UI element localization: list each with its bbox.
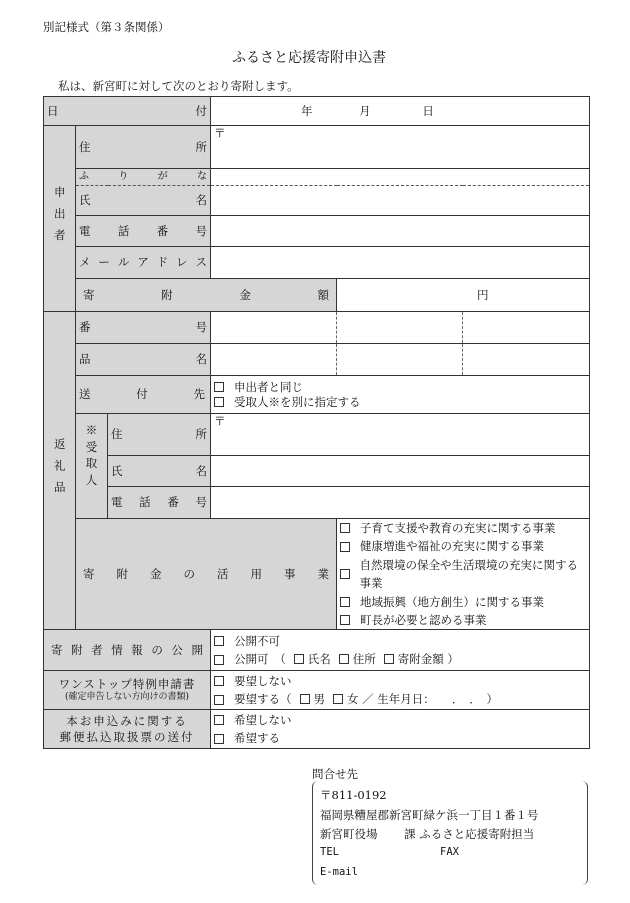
- disclosure-no[interactable]: 公開不可: [214, 632, 586, 650]
- checkbox-icon[interactable]: [214, 636, 224, 646]
- use-option-1[interactable]: 子育て支援や教育の充実に関する事業: [340, 519, 586, 537]
- amount-unit: 円: [477, 287, 489, 302]
- checkbox-icon[interactable]: [384, 654, 394, 664]
- amount-field[interactable]: [337, 279, 590, 312]
- contact-address: 福岡県糟屋郡新宮町緑ケ浜一丁目１番１号: [320, 808, 539, 822]
- postal-mark: 〒: [214, 414, 226, 428]
- name-field[interactable]: [211, 186, 590, 216]
- date-year: 年: [301, 103, 313, 118]
- contact-tel: TEL: [320, 846, 339, 858]
- contact-heading: 問合せ先: [312, 767, 358, 781]
- gift-name-field-1[interactable]: [211, 344, 337, 376]
- amount-label: 寄 附 金 額: [76, 279, 337, 312]
- disclosure-yes[interactable]: 公開可 （ 氏名 住所 寄附金額 ）: [214, 650, 586, 668]
- phone-label: 電 話 番 号: [76, 216, 211, 247]
- name-label: 氏 名: [76, 186, 211, 216]
- email-label: メ ー ル ア ド レ ス: [76, 247, 211, 279]
- use-option-3[interactable]: 自然環境の保全や生活環境の充実に関する事業: [340, 556, 586, 593]
- gift-number-field-2[interactable]: [337, 312, 463, 344]
- furigana-label: ふ り が な: [76, 169, 211, 186]
- recipient-phone-field[interactable]: [211, 487, 590, 519]
- gift-name-field-2[interactable]: [337, 344, 463, 376]
- form-reference: 別記様式（第３条関係）: [43, 20, 170, 34]
- checkbox-icon[interactable]: [214, 382, 224, 392]
- checkbox-icon[interactable]: [340, 615, 350, 625]
- slip-no[interactable]: 希望しない: [214, 711, 586, 729]
- checkbox-icon[interactable]: [340, 569, 350, 579]
- slip-options: [211, 710, 590, 749]
- checkbox-icon[interactable]: [214, 695, 224, 705]
- recipient-name-label: 氏 名: [108, 456, 211, 487]
- checkbox-icon[interactable]: [340, 523, 350, 533]
- postal-mark: 〒: [214, 126, 226, 140]
- gift-name-field-3[interactable]: [463, 344, 590, 376]
- ship-to-options: [211, 376, 590, 414]
- gift-number-field-3[interactable]: [463, 312, 590, 344]
- address-label: 住 所: [76, 126, 211, 169]
- gift-number-label: 番 号: [76, 312, 211, 344]
- disclosure-label: 寄 附 者 情 報 の 公 開: [44, 630, 211, 671]
- ship-option-other[interactable]: 受取人※を別に指定する: [214, 395, 586, 409]
- gift-group-label: 返礼品: [44, 312, 76, 630]
- onestop-options: [211, 671, 590, 710]
- slip-yes[interactable]: 希望する: [214, 729, 586, 747]
- date-day: 日: [422, 103, 434, 118]
- recipient-group-label: ※受取人: [76, 414, 108, 519]
- checkbox-icon[interactable]: [340, 542, 350, 552]
- address-field[interactable]: [211, 126, 590, 169]
- form-title: ふるさと応援寄附申込書: [232, 50, 386, 66]
- use-option-5[interactable]: 町長が必要と認める事業: [340, 611, 586, 629]
- checkbox-icon[interactable]: [214, 655, 224, 665]
- ship-option-same[interactable]: 申出者と同じ: [214, 380, 586, 394]
- date-field[interactable]: [211, 97, 590, 126]
- date-month: 月: [359, 103, 371, 118]
- date-label: 日 付: [44, 97, 211, 126]
- furigana-field[interactable]: [211, 169, 590, 186]
- phone-field[interactable]: [211, 216, 590, 247]
- use-option-2[interactable]: 健康増進や福祉の充実に関する事業: [340, 537, 586, 555]
- application-form-table: [43, 96, 590, 749]
- use-label: 寄 附 金 の 活 用 事 業: [76, 519, 337, 630]
- checkbox-icon[interactable]: [340, 597, 350, 607]
- onestop-label: ワンストップ特例申請書 (確定申告しない方向けの書類): [44, 671, 211, 710]
- gift-name-label: 品 名: [76, 344, 211, 376]
- email-field[interactable]: [211, 247, 590, 279]
- applicant-group-label: 申出者: [44, 126, 76, 312]
- gift-number-field-1[interactable]: [211, 312, 337, 344]
- onestop-yes[interactable]: 要望する（ 男 女 ／ 生年月日： ． ． ）: [214, 690, 586, 708]
- disclosure-options: [211, 630, 590, 671]
- checkbox-icon[interactable]: [333, 694, 343, 704]
- contact-office: 新宮町役場 課 ふるさと応援寄附担当: [320, 827, 535, 841]
- checkbox-icon[interactable]: [214, 734, 224, 744]
- recipient-address-field[interactable]: [211, 414, 590, 456]
- onestop-no[interactable]: 要望しない: [214, 672, 586, 690]
- checkbox-icon[interactable]: [214, 715, 224, 725]
- checkbox-icon[interactable]: [294, 654, 304, 664]
- use-options: [337, 519, 590, 630]
- contact-fax: FAX: [440, 846, 459, 858]
- ship-to-label: 送 付 先: [76, 376, 211, 414]
- checkbox-icon[interactable]: [300, 694, 310, 704]
- recipient-phone-label: 電 話 番 号: [108, 487, 211, 519]
- recipient-address-label: 住 所: [108, 414, 211, 456]
- contact-email: E-mail: [320, 866, 358, 878]
- intro-text: 私は、新宮町に対して次のとおり寄附します。: [58, 79, 299, 93]
- recipient-name-field[interactable]: [211, 456, 590, 487]
- use-option-4[interactable]: 地域振興（地方創生）に関する事業: [340, 593, 586, 611]
- checkbox-icon[interactable]: [214, 676, 224, 686]
- slip-label: 本お申込みに関する 郵便払込取扱票の送付: [44, 710, 211, 749]
- checkbox-icon[interactable]: [214, 397, 224, 407]
- contact-postal: 〒811-0192: [320, 788, 387, 802]
- checkbox-icon[interactable]: [339, 654, 349, 664]
